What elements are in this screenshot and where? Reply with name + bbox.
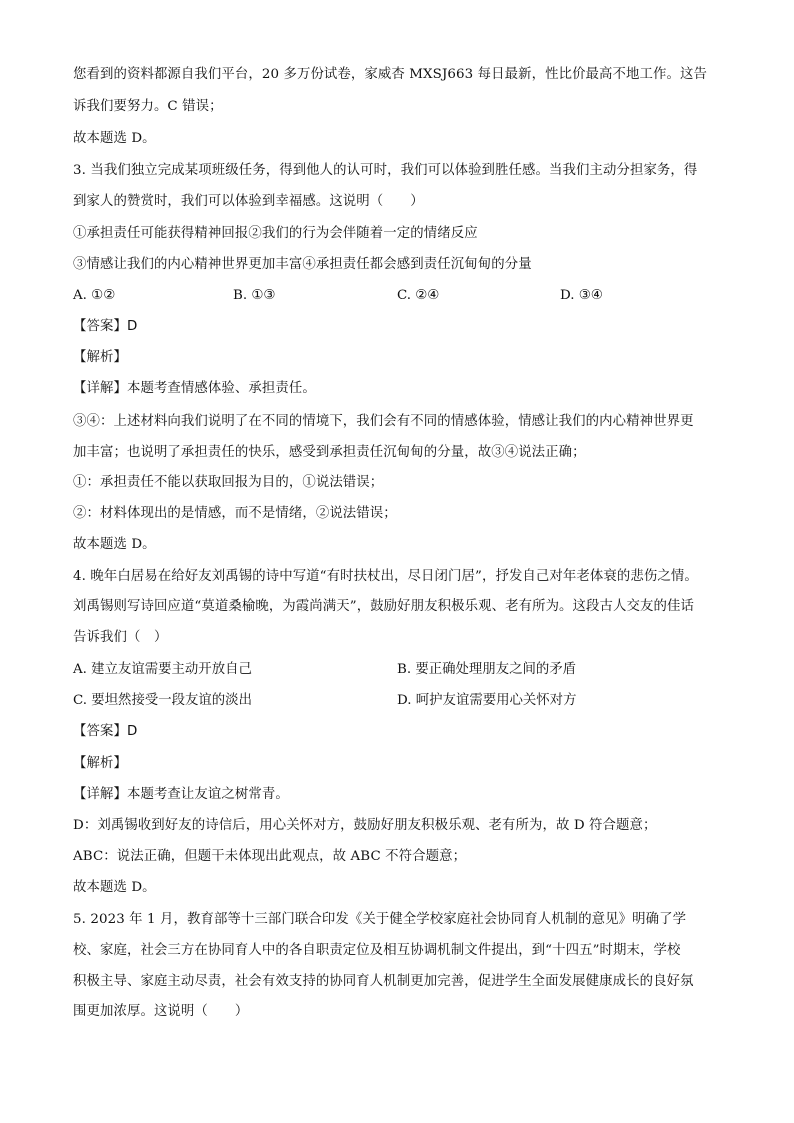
intro-line-1: 您看到的资料都源自我们平台，20 多万份试卷，家威杏 MXSJ663 每日最新，性比价最高不地工作。这告 bbox=[73, 67, 707, 82]
q4-answer: 【答案】D bbox=[73, 724, 138, 739]
q3-detail: 【详解】本题考查情感体验、承担责任。 bbox=[73, 381, 316, 396]
q4-option-b: B. 要正确处理朋友之间的矛盾 bbox=[397, 662, 577, 677]
q5-stem-line-4: 围更加浓厚。这说明（ ） bbox=[73, 1004, 249, 1019]
q4-stem-line-1: 4. 晚年白居易在给好友刘禹锡的诗中写道“有时扶杖出，尽日闭门居”，抒发自己对年老体衰的悲伤之情。 bbox=[73, 569, 698, 584]
q5-stem-line-3: 积极主导、家庭主动尽责，社会有效支持的协同育人机制更加完善，促进学生全面发展健康成长的良好氛 bbox=[73, 974, 694, 989]
q4-explanation-1: D：刘禹锡收到好友的诗信后，用心关怀对方，鼓励好朋友积极乐观、老有所为，故 D 符合题意； bbox=[73, 818, 657, 833]
q3-options bbox=[73, 288, 733, 304]
q3-conclusion: 故本题选 D。 bbox=[73, 537, 156, 552]
q3-stem-line-2: 到家人的赞赏时，我们可以体验到幸福感。这说明（ ） bbox=[73, 194, 424, 209]
q4-stem-line-3: 告诉我们（ ） bbox=[73, 630, 168, 645]
q3-option-d: D. ③④ bbox=[560, 288, 603, 303]
q3-answer: 【答案】D bbox=[73, 319, 138, 334]
q3-statements-line-1: ①承担责任可能获得精神回报②我们的行为会伴随着一定的情绪反应 bbox=[73, 226, 478, 241]
q4-explanation-2: ABC：说法正确，但题干未体现出此观点，故 ABC 不符合题意； bbox=[73, 849, 467, 864]
q3-explanation-3: ②：材料体现出的是情感，而不是情绪，②说法错误； bbox=[73, 506, 397, 521]
q5-stem-line-2: 校、家庭，社会三方在协同育人中的各自职责定位及相互协调机制文件提出，到“十四五”时期末，学校 bbox=[73, 943, 681, 958]
q4-option-a: A. 建立友谊需要主动开放自己 bbox=[73, 662, 252, 677]
q4-analysis-heading: 【解析】 bbox=[73, 756, 127, 771]
q3-analysis-heading: 【解析】 bbox=[73, 350, 127, 365]
q4-options-row-1 bbox=[73, 662, 733, 678]
intro-line-2: 诉我们要努力。C 错误； bbox=[73, 99, 223, 114]
q3-option-c: C. ②④ bbox=[397, 288, 440, 303]
q3-stem-line-1: 3. 当我们独立完成某项班级任务，得到他人的认可时，我们可以体验到胜任感。当我们主动分担家务，得 bbox=[73, 163, 698, 178]
q3-explanation-2: ①：承担责任不能以获取回报为目的，①说法错误； bbox=[73, 475, 384, 490]
q4-conclusion: 故本题选 D。 bbox=[73, 880, 156, 895]
q4-detail: 【详解】本题考查让友谊之树常青。 bbox=[73, 787, 289, 802]
q4-options-row-2 bbox=[73, 693, 733, 709]
q3-option-a: A. ①② bbox=[73, 288, 116, 303]
q3-explanation-1a: ③④：上述材料向我们说明了在不同的情境下，我们会有不同的情感体验，情感让我们的内心精神世界更 bbox=[73, 414, 694, 429]
q4-option-d: D. 呵护友谊需要用心关怀对方 bbox=[397, 693, 577, 708]
q3-explanation-1b: 加丰富；也说明了承担责任的快乐，感受到承担责任沉甸甸的分量，故③④说法正确； bbox=[73, 445, 586, 460]
q3-option-b: B. ①③ bbox=[233, 288, 276, 303]
q4-option-c: C. 要坦然接受一段友谊的淡出 bbox=[73, 693, 252, 708]
q4-stem-line-2: 刘禹锡则写诗回应道“莫道桑榆晚，为霞尚满天”，鼓励好朋友积极乐观、老有所为。这段古人交友的佳话 bbox=[73, 599, 694, 614]
intro-conclusion: 故本题选 D。 bbox=[73, 131, 156, 146]
q5-stem-line-1: 5. 2023 年 1 月，教育部等十三部门联合印发《关于健全学校家庭社会协同育人机制的意见》明确了学 bbox=[73, 912, 687, 927]
q3-statements-line-2: ③情感让我们的内心精神世界更加丰富④承担责任都会感到责任沉甸甸的分量 bbox=[73, 257, 532, 272]
